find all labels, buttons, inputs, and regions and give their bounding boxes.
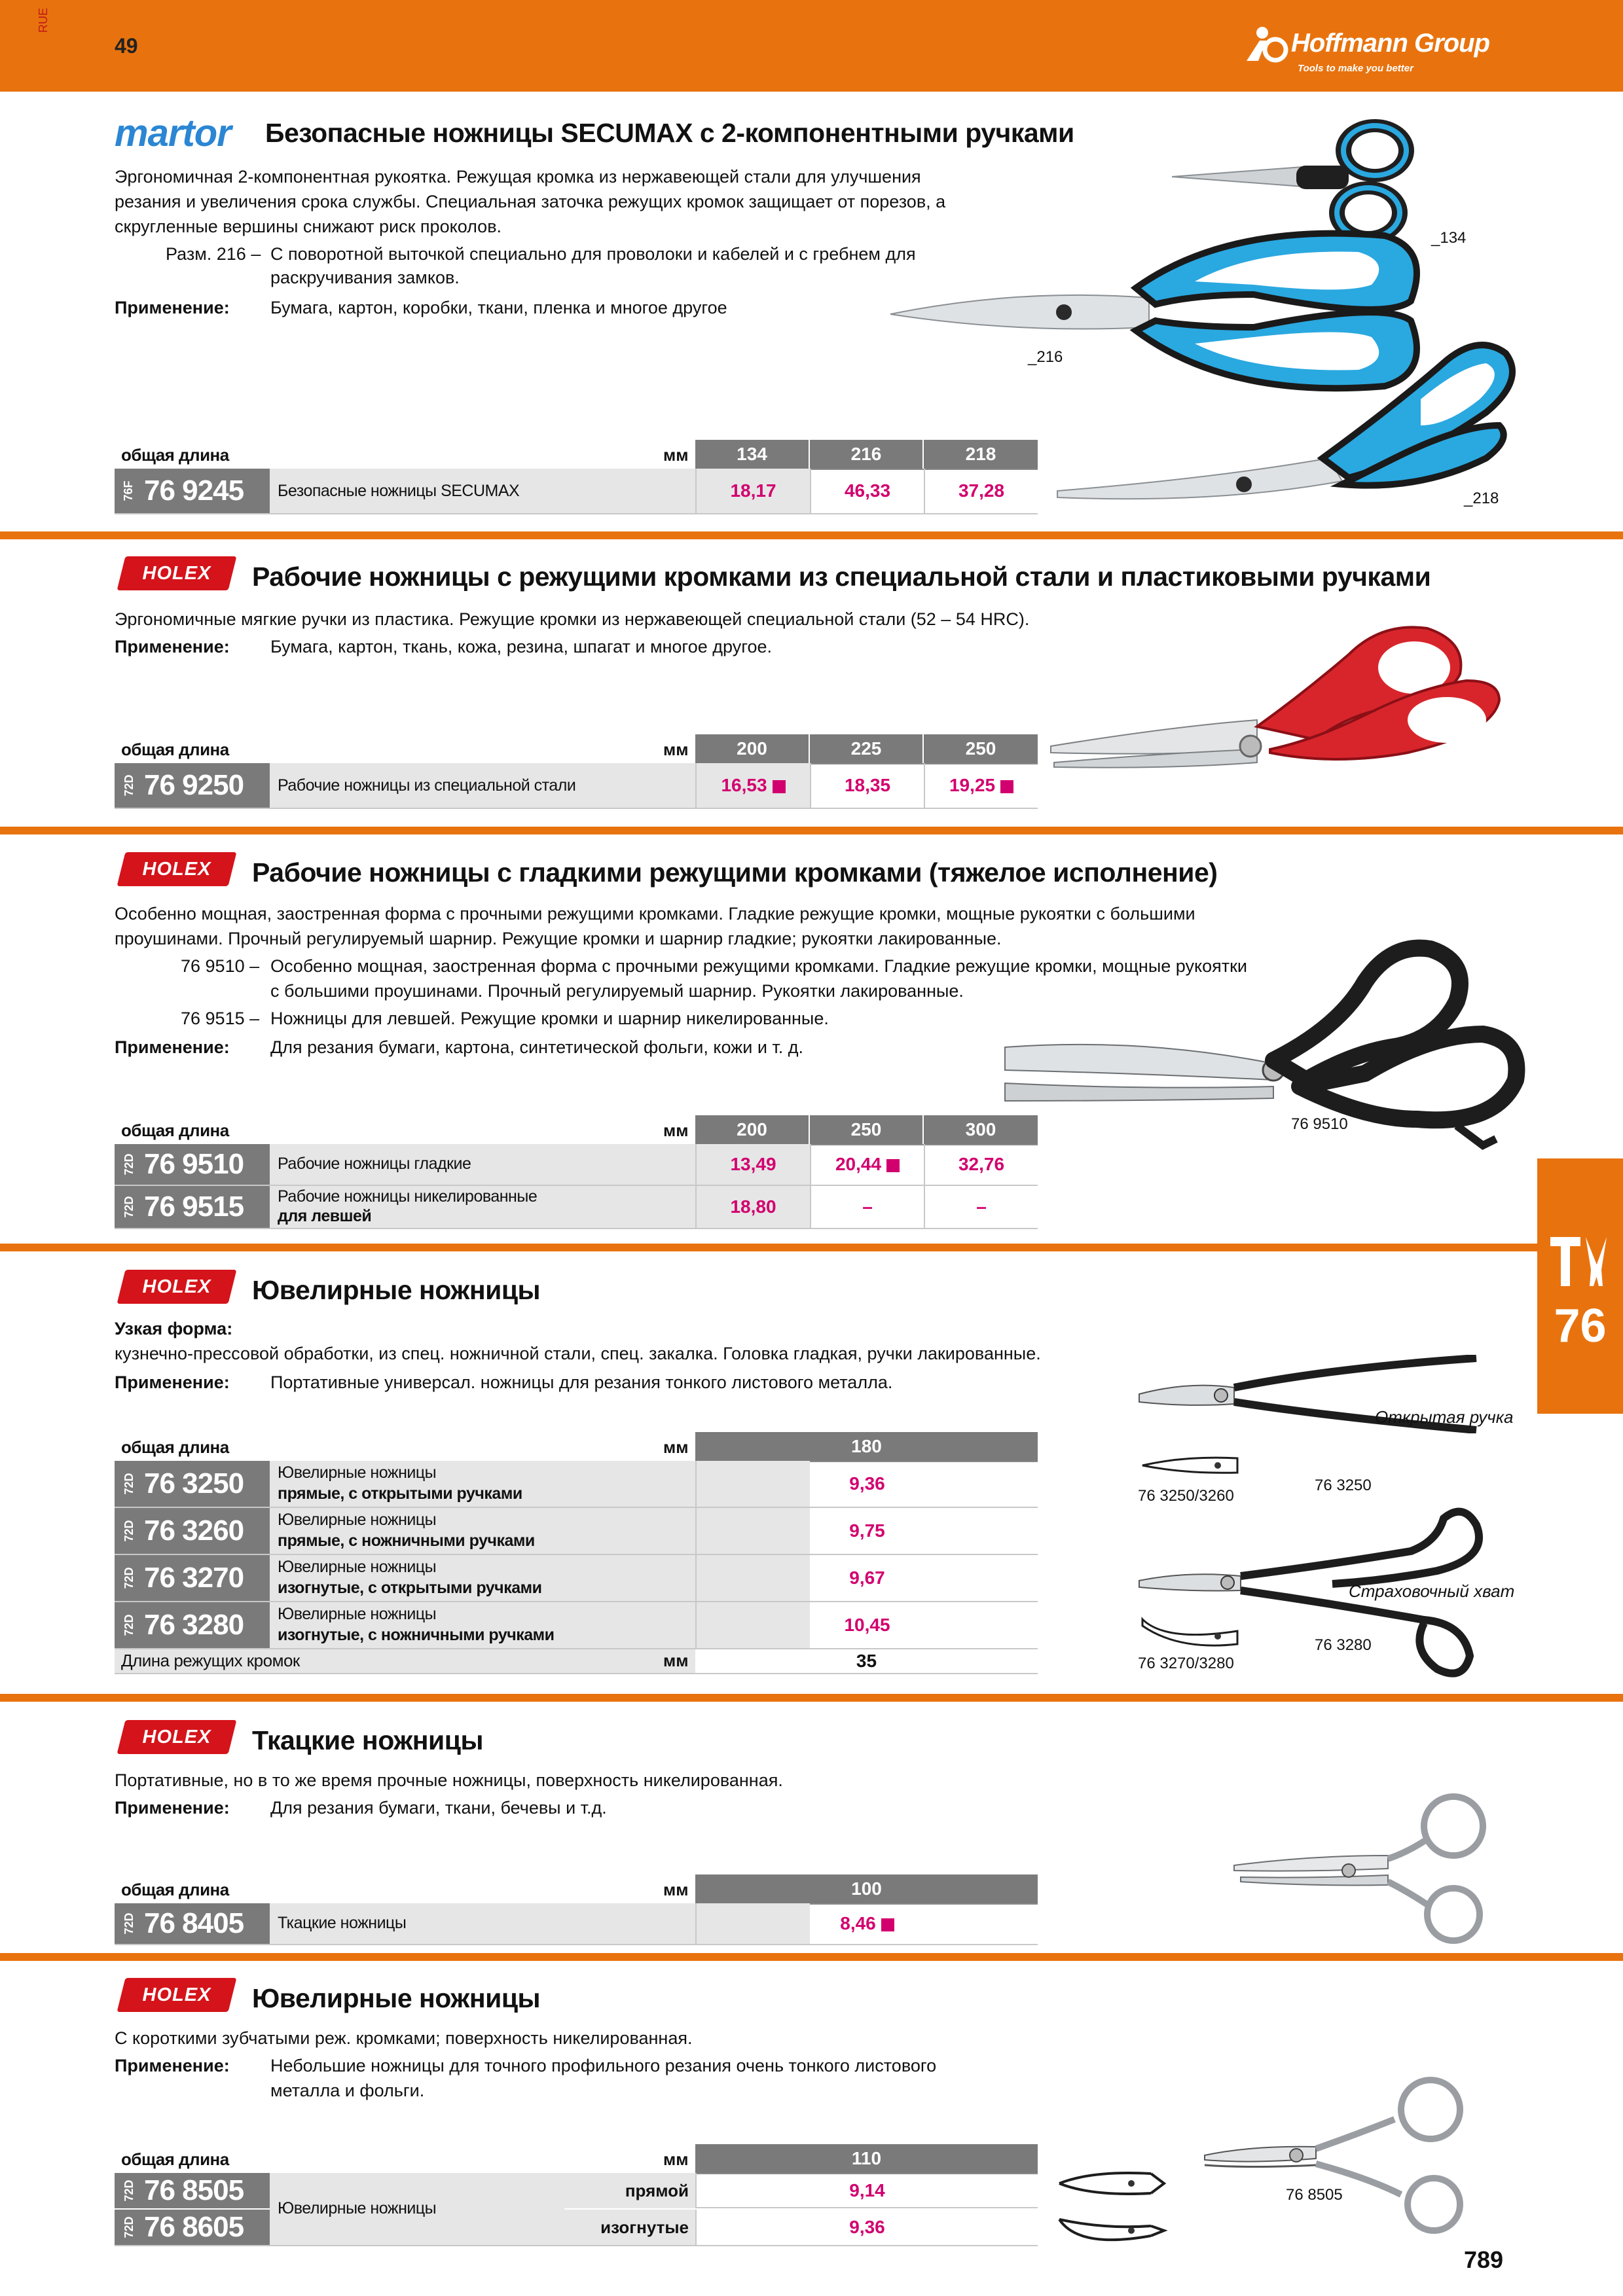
jeweler2-desc: С короткими зубчатыми реж. кромками; поверхность никелированная. xyxy=(115,2028,693,2048)
header-unit: мм xyxy=(663,1437,689,1457)
price-cell xyxy=(695,1555,1038,1601)
desc-variant: прямые, с ножничными ручками xyxy=(278,1532,535,1550)
secumax-desc-1: Эргономичная 2-компонентная рукоятка. Режущая кромка из нержавеющей стали для улучшения xyxy=(115,167,921,187)
article-code xyxy=(115,763,270,808)
caption-763250-3260: 76 3250/3260 xyxy=(1138,1487,1234,1505)
hoffmann-logo-icon xyxy=(1244,25,1290,64)
price: 20,44 xyxy=(835,1154,882,1174)
secumax-size-line-1: С поворотной выточкой специально для проволоки и кабелей и с гребнем для xyxy=(270,244,916,264)
table-header xyxy=(115,1874,1038,1905)
brand-logo xyxy=(1244,25,1532,74)
price: 18,80 xyxy=(730,1196,776,1217)
section-title-secumax: Безопасные ножницы SECUMAX с 2-компонентными ручками xyxy=(265,118,1074,148)
price-cell xyxy=(924,469,1038,513)
application-label: Применение: xyxy=(115,1372,230,1392)
side-code: RUE xyxy=(37,7,50,33)
article-number: 76 9250 xyxy=(144,769,244,801)
desc-text: Рабочие ножницы из специальной стали xyxy=(278,776,576,795)
size-col: 100 xyxy=(695,1874,1038,1903)
size-col: 200 xyxy=(695,734,809,763)
chapter-number: 76 xyxy=(1554,1300,1607,1352)
article-prefix: 72D xyxy=(122,1153,136,1175)
weaver-scissors-image xyxy=(1231,1793,1519,1944)
table-row[interactable] xyxy=(115,1144,1038,1186)
cutting-length-value: 35 xyxy=(695,1649,1038,1673)
table-row[interactable] xyxy=(115,1602,1038,1649)
caption-768505: 76 8505 xyxy=(1286,2186,1343,2204)
header-unit: мм xyxy=(663,445,689,465)
section-separator xyxy=(0,531,1623,539)
heavy-note-1-label: 76 9510 – xyxy=(181,956,260,976)
price-cell xyxy=(695,2210,1038,2245)
price: 37,28 xyxy=(958,480,1005,501)
price: 18,35 xyxy=(844,775,891,795)
secumax-desc-2: резания и увеличения срока службы. Специальная заточка режущих кромок защищает от порезов, а xyxy=(115,192,946,211)
size-col: 134 xyxy=(695,440,809,469)
size-col: 250 xyxy=(810,1115,922,1144)
jeweler2-application-1: Небольшие ножницы для точного профильного резания очень тонкого листового xyxy=(270,2056,937,2075)
article-code xyxy=(115,1508,270,1554)
desc-variant: для левшей xyxy=(278,1207,372,1225)
application-label: Применение: xyxy=(115,1037,230,1057)
application-label: Применение: xyxy=(115,1798,230,1818)
caption-safety-grip: Страховочный хват xyxy=(1349,1581,1515,1601)
table-row[interactable] xyxy=(115,2210,1038,2246)
martor-logo: martor xyxy=(115,112,231,154)
article-code xyxy=(115,1602,270,1648)
price: 10,45 xyxy=(844,1615,890,1635)
price-cell xyxy=(695,1903,1038,1944)
article-number: 76 8605 xyxy=(144,2211,244,2243)
tools-icon xyxy=(1546,1230,1612,1289)
article-prefix: 72D xyxy=(122,774,136,797)
price-cell xyxy=(924,763,1038,808)
desc-text: Ювелирные ножницы xyxy=(278,1558,437,1576)
price: 19,25 xyxy=(949,775,996,795)
heavy-table xyxy=(115,1115,1038,1229)
cutting-length-unit: мм xyxy=(663,1651,689,1670)
table-row[interactable] xyxy=(115,469,1038,514)
price-cell xyxy=(924,1186,1038,1228)
holex-logo: HOLEX xyxy=(117,1270,237,1304)
table-row[interactable] xyxy=(115,763,1038,809)
cutting-length-row xyxy=(115,1649,1038,1674)
caption-open-handle: Открытая ручка xyxy=(1375,1407,1514,1427)
secumax-table xyxy=(115,440,1038,516)
article-number: 76 3250 xyxy=(144,1467,244,1499)
article-number: 76 9515 xyxy=(144,1191,244,1223)
page-number: 789 xyxy=(1464,2246,1504,2273)
heavy-application: Для резания бумаги, картона, синтетической фольги, кожи и т. д. xyxy=(270,1037,804,1057)
desc-text: Ткацкие ножницы xyxy=(278,1914,407,1932)
table-header xyxy=(115,440,1038,470)
article-number: 76 8405 xyxy=(144,1907,244,1939)
header-unit: мм xyxy=(663,1121,689,1140)
chapter-tab[interactable] xyxy=(1537,1158,1623,1414)
heavy-note-2-label: 76 9515 – xyxy=(181,1009,260,1028)
section-separator xyxy=(0,1694,1623,1702)
price: 18,17 xyxy=(730,480,776,501)
size-col: 225 xyxy=(810,734,922,763)
size-col: 110 xyxy=(695,2144,1038,2173)
section-separator xyxy=(0,1244,1623,1251)
price: 9,36 xyxy=(849,1473,885,1494)
table-row[interactable] xyxy=(115,1508,1038,1555)
holex-logo: HOLEX xyxy=(117,1978,237,2012)
header-overall-length: общая длина xyxy=(121,740,229,759)
application-label: Применение: xyxy=(115,298,230,317)
secumax-size-line-2: раскручивания замков. xyxy=(270,268,460,287)
price-cell xyxy=(810,763,924,808)
size-col: 200 xyxy=(695,1115,809,1144)
holex-logo: HOLEX xyxy=(117,556,237,590)
section-separator xyxy=(0,1953,1623,1961)
heavy-desc-1: Особенно мощная, заостренная форма с прочными режущими кромками. Гладкие режущие кромки, мощные рукоятки с большими xyxy=(115,904,1195,924)
caption-763280: 76 3280 xyxy=(1315,1636,1372,1654)
price-cell xyxy=(695,1186,810,1228)
article-prefix: 72D xyxy=(122,1196,136,1218)
table-header xyxy=(115,1115,1038,1145)
desc-text: Ювелирные ножницы xyxy=(278,1605,437,1623)
article-prefix: 72D xyxy=(122,1520,136,1542)
variant-label: изогнутые xyxy=(564,2210,695,2245)
section-title-special-steel: Рабочие ножницы с режущими кромками из специальной стали и пластиковыми ручками xyxy=(252,562,1431,592)
stock-marker xyxy=(886,1159,900,1172)
price-cell xyxy=(810,1144,924,1185)
section-separator xyxy=(0,827,1623,834)
application-label: Применение: xyxy=(115,637,230,656)
price-cell xyxy=(695,1144,810,1185)
article-prefix: 72D xyxy=(122,1614,136,1636)
article-code xyxy=(115,2210,270,2245)
price-cell xyxy=(695,1461,1038,1507)
section-title-heavy: Рабочие ножницы с гладкими режущими кромками (тяжелое исполнение) xyxy=(252,857,1218,888)
header-unit: мм xyxy=(663,2149,689,2169)
cutting-length-label: Длина режущих кромок xyxy=(121,1651,300,1670)
special-steel-desc: Эргономичные мягкие ручки из пластика. Режущие кромки из нержавеющей специальной стали (52 – 54 HRC). xyxy=(115,609,1030,629)
table-row[interactable] xyxy=(115,1903,1038,1945)
application-label: Применение: xyxy=(115,2056,230,2075)
article-number: 76 3280 xyxy=(144,1609,244,1641)
caption-134: _134 xyxy=(1431,229,1467,247)
brand-tagline: Tools to make you better xyxy=(1298,63,1413,74)
article-number: 76 9510 xyxy=(144,1148,244,1180)
weaver-table xyxy=(115,1874,1038,1948)
price: 9,67 xyxy=(849,1568,885,1588)
price-cell xyxy=(695,469,810,513)
price-cell xyxy=(695,763,810,808)
table-header xyxy=(115,734,1038,764)
caption-218: _218 xyxy=(1464,490,1499,507)
article-code xyxy=(115,1186,270,1228)
stock-marker xyxy=(1000,780,1013,793)
desc-text: Ювелирные ножницы xyxy=(278,1511,437,1529)
table-row[interactable] xyxy=(115,1461,1038,1508)
price: 8,46 xyxy=(840,1913,876,1933)
table-row[interactable] xyxy=(115,1186,1038,1229)
jeweler-desc: кузнечно-прессовой обработки, из спец. ножничной стали, спец. закалка. Головка гладкая, ручки лакированные. xyxy=(115,1344,1041,1363)
header-overall-length: общая длина xyxy=(121,1880,229,1899)
jeweler-table xyxy=(115,1432,1038,1681)
caption-216: _216 xyxy=(1028,348,1063,366)
table-row[interactable] xyxy=(115,1555,1038,1602)
special-steel-application: Бумага, картон, ткань, кожа, резина, шпагат и многое другое. xyxy=(270,637,772,656)
jeweler2-application-2: металла и фольги. xyxy=(270,2081,425,2100)
section-title-weaver: Ткацкие ножницы xyxy=(252,1725,483,1755)
page-top-number: 49 xyxy=(115,34,138,58)
heavy-note-2: Ножницы для левшей. Режущие кромки и шарнир никелированные. xyxy=(270,1009,829,1028)
article-number: 76 3260 xyxy=(144,1515,244,1547)
stock-marker xyxy=(881,1918,894,1931)
desc-text: Рабочие ножницы гладкие xyxy=(278,1155,471,1173)
header-overall-length: общая длина xyxy=(121,445,229,465)
price: 9,75 xyxy=(849,1520,885,1541)
stock-marker xyxy=(773,780,786,793)
desc-text: Ювелирные ножницы xyxy=(278,2199,437,2217)
article-prefix: 72D xyxy=(122,2179,136,2202)
price: 46,33 xyxy=(844,480,891,501)
header-overall-length: общая длина xyxy=(121,1121,229,1140)
jeweler2-table xyxy=(115,2144,1038,2249)
variant-label: прямой xyxy=(564,2173,695,2208)
article-code xyxy=(115,1461,270,1507)
size-col: 218 xyxy=(924,440,1038,469)
size-col: 250 xyxy=(924,734,1038,763)
article-prefix: 76F xyxy=(122,480,136,501)
table-header xyxy=(115,2144,1038,2174)
caption-769510: 76 9510 xyxy=(1291,1115,1348,1133)
desc-variant: изогнутые, с ножничными ручками xyxy=(278,1626,555,1644)
section-title-jeweler: Ювелирные ножницы xyxy=(252,1275,541,1305)
price: 16,53 xyxy=(721,775,767,795)
price: 13,49 xyxy=(730,1154,776,1174)
weaver-application: Для резания бумаги, ткани, бечевы и т.д. xyxy=(270,1798,607,1818)
secumax-size-label: Разм. 216 – xyxy=(166,244,261,264)
article-code xyxy=(115,1903,270,1944)
desc-text: Ювелирные ножницы xyxy=(278,1463,437,1482)
jeweler2-tip-icons xyxy=(1053,2157,1171,2255)
price-cell xyxy=(695,2173,1038,2208)
special-steel-table xyxy=(115,734,1038,812)
section-title-jeweler-2: Ювелирные ножницы xyxy=(252,1983,541,2013)
article-prefix: 72D xyxy=(122,2216,136,2238)
header-unit: мм xyxy=(663,1880,689,1899)
table-header xyxy=(115,1432,1038,1462)
price-cell xyxy=(810,469,924,513)
price: 9,36 xyxy=(849,2217,885,2237)
price: – xyxy=(862,1196,873,1217)
article-number: 76 3270 xyxy=(144,1562,244,1594)
secumax-desc-3: скругленные вершины снижают риск проколов. xyxy=(115,217,502,236)
heavy-scissors-image xyxy=(998,929,1535,1152)
holex-logo: HOLEX xyxy=(117,852,237,886)
caption-763270-3280: 76 3270/3280 xyxy=(1138,1655,1234,1672)
price: – xyxy=(976,1196,987,1217)
article-number: 76 9245 xyxy=(144,475,244,507)
size-col: 180 xyxy=(695,1432,1038,1461)
jeweler2-scissors-image xyxy=(1198,2073,1506,2237)
heavy-note-1-line-1: Особенно мощная, заостренная форма с прочными режущими кромками. Гладкие режущие кромки, мощные рукоятки xyxy=(270,956,1247,976)
jeweler-sub: Узкая форма: xyxy=(115,1319,233,1338)
article-number: 76 8505 xyxy=(144,2174,244,2206)
secumax-application: Бумага, картон, коробки, ткани, пленка и многое другое xyxy=(270,298,727,317)
header-overall-length: общая длина xyxy=(121,2149,229,2169)
heavy-desc-2: проушинами. Прочный регулируемый шарнир. Режущие кромки и шарнир гладкие; рукоятки лакированные. xyxy=(115,929,1002,948)
weaver-desc: Портативные, но в то же время прочные ножницы, поверхность никелированная. xyxy=(115,1770,783,1790)
header-bar xyxy=(0,0,1623,92)
size-col: 216 xyxy=(810,440,922,469)
size-col: 300 xyxy=(924,1115,1038,1144)
header-unit: мм xyxy=(663,740,689,759)
secumax-218-image xyxy=(1054,327,1519,524)
price: 32,76 xyxy=(958,1154,1005,1174)
desc-text: Рабочие ножницы никелированные xyxy=(278,1187,538,1206)
article-prefix: 72D xyxy=(122,1473,136,1495)
holex-logo: HOLEX xyxy=(117,1720,237,1754)
desc-variant: прямые, с открытыми ручками xyxy=(278,1484,522,1503)
jeweler-curved-tip-icon xyxy=(1139,1613,1244,1652)
article-prefix: 72D xyxy=(122,1912,136,1935)
heavy-note-1-line-2: с большими проушинами. Прочный регулируемый шарнир. Рукоятки лакированные. xyxy=(270,981,964,1001)
price-cell xyxy=(695,1602,1038,1648)
desc-text: Безопасные ножницы SECUMAX xyxy=(278,482,520,500)
article-prefix: 72D xyxy=(122,1567,136,1589)
article-code xyxy=(115,1144,270,1185)
brand-name: Hoffmann Group xyxy=(1291,29,1490,58)
table-row[interactable] xyxy=(115,2173,1038,2208)
price-cell xyxy=(695,1508,1038,1554)
jeweler-straight-tip-icon xyxy=(1139,1449,1244,1482)
article-code xyxy=(115,2173,270,2208)
price: 9,14 xyxy=(849,2180,885,2200)
special-steel-scissors-image xyxy=(1041,615,1506,785)
article-code xyxy=(115,1555,270,1601)
article-code xyxy=(115,469,270,513)
caption-763250: 76 3250 xyxy=(1315,1477,1372,1494)
header-overall-length: общая длина xyxy=(121,1437,229,1457)
price-cell xyxy=(810,1186,924,1228)
jeweler-application: Портативные универсал. ножницы для резания тонкого листового металла. xyxy=(270,1372,893,1392)
desc-variant: изогнутые, с открытыми ручками xyxy=(278,1579,542,1597)
